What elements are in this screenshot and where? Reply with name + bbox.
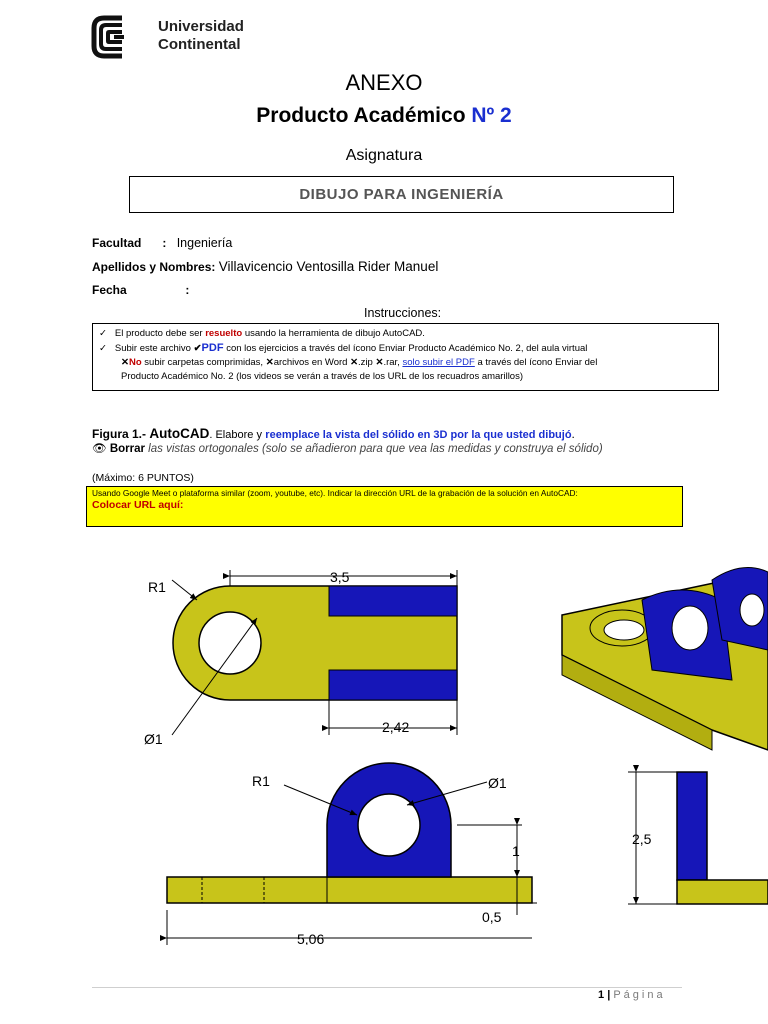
facultad-label: Facultad [92,236,142,250]
university-name-line2: Continental [158,36,241,53]
figure-title [92,426,575,441]
instr-l3-link[interactable]: solo subir el PDF [402,357,475,368]
instr-l3-e: .rar, [383,357,400,368]
url-placeholder[interactable]: Colocar URL aquí: [92,499,184,511]
check-icon: ✓ [99,328,107,339]
instruction-line-3 [99,356,712,370]
cross-icon: ✕ [265,357,274,368]
maximo-points: (Máximo: 6 PUNTOS) [92,472,194,484]
label-dim-3-5: 3,5 [330,569,350,585]
figure-autocad: AutoCAD [149,426,210,441]
instr-l3-c: archivos en Word [273,357,348,368]
label-r1-top: R1 [148,579,166,595]
producto-number: Nº 2 [471,104,512,127]
instruction-line-4: Producto Académico No. 2 (los videos se verán a través de los URL de los recuadros amarillos) [121,371,524,382]
url-instructions: Usando Google Meet o plataforma similar (zoom, youtube, etc). Indicar la dirección URL de la grabación de la solución en AutoCAD: [92,488,578,498]
label-dim-2-42: 2,42 [382,719,410,735]
instruction-line-2 [99,341,712,356]
top-view [172,570,457,735]
instructions-box [92,323,719,391]
asignatura-label: Asignatura [345,147,423,164]
figure-note [92,441,603,455]
label-d1-front: Ø1 [488,775,507,791]
fecha-label: Fecha [92,283,127,297]
instructions-title: Instrucciones: [364,306,442,320]
instr-l2-a: Subir este archivo [114,343,191,354]
nombres-field [92,259,438,274]
instr-l1-a: El producto debe ser [114,328,203,339]
facultad-separator: : [162,236,167,250]
label-r1-front: R1 [252,773,270,789]
course-name: DIBUJO PARA INGENIERÍA [299,186,504,203]
instr-l3-d: .zip [358,357,373,368]
fecha-field [92,283,189,297]
page-number: 1 [598,989,605,1001]
label-dim-5-06: 5,06 [297,931,325,945]
page-word: Página [613,989,666,1001]
label-dim-2-5: 2,5 [632,831,652,847]
label-dim-0-5: 0,5 [482,909,502,925]
instr-l1-b: resuelto [205,328,243,339]
nombres-value: Villavicencio Ventosilla Rider Manuel [218,259,439,274]
cross-icon: ✕ [121,357,129,368]
course-name-box [129,176,674,213]
check-icon: ✓ [99,343,107,354]
anexo-heading: ANEXO [345,70,423,95]
checkmark-icon: ✔ [193,343,202,354]
instr-l1-c: usando la herramienta de dibujo AutoCAD. [244,328,425,339]
page-separator: | [607,989,611,1001]
technical-drawing [92,560,768,945]
producto-heading [0,104,768,128]
facultad-field [92,236,232,250]
instr-l2-c: con los ejercicios a través del ícono Enviar Producto Académico No. 2, del aula virtual [226,343,588,354]
university-name-line1: Universidad [158,18,244,35]
instr-l3-b: subir carpetas comprimidas, [144,357,264,368]
nombres-label: Apellidos y Nombres: [92,260,216,274]
label-dim-1: 1 [512,843,520,859]
label-d1-top: Ø1 [144,731,163,747]
producto-prefix: Producto Académico [256,104,466,127]
page-footer [598,989,666,1001]
instr-l3-g: a través del ícono Enviar del [477,357,598,368]
cross-icon: ✕ [350,357,359,368]
facultad-value: Ingeniería [176,236,233,250]
isometric-view [562,568,768,751]
figure-note-text: las vistas ortogonales (solo se añadieron para que vea las medidas y construya el sólido) [148,443,603,455]
instr-l3-no: No [128,357,142,368]
figure-note-borrar: Borrar [109,443,145,455]
instr-l2-pdf: PDF [201,342,224,354]
instruction-line-1 [99,327,712,341]
figure-title-e: . [571,427,575,441]
figure-label: Figura 1.- [92,427,147,441]
university-name [158,18,244,54]
eye-icon: 👁︎ [92,443,107,455]
figure-title-c: . Elabore y [209,429,262,441]
figure-title-d: reemplace la vista del sólido en 3D por la que usted dibujó [265,429,572,441]
fecha-separator: : [185,283,190,297]
cross-icon: ✕ [375,357,384,368]
footer-divider [92,987,682,988]
